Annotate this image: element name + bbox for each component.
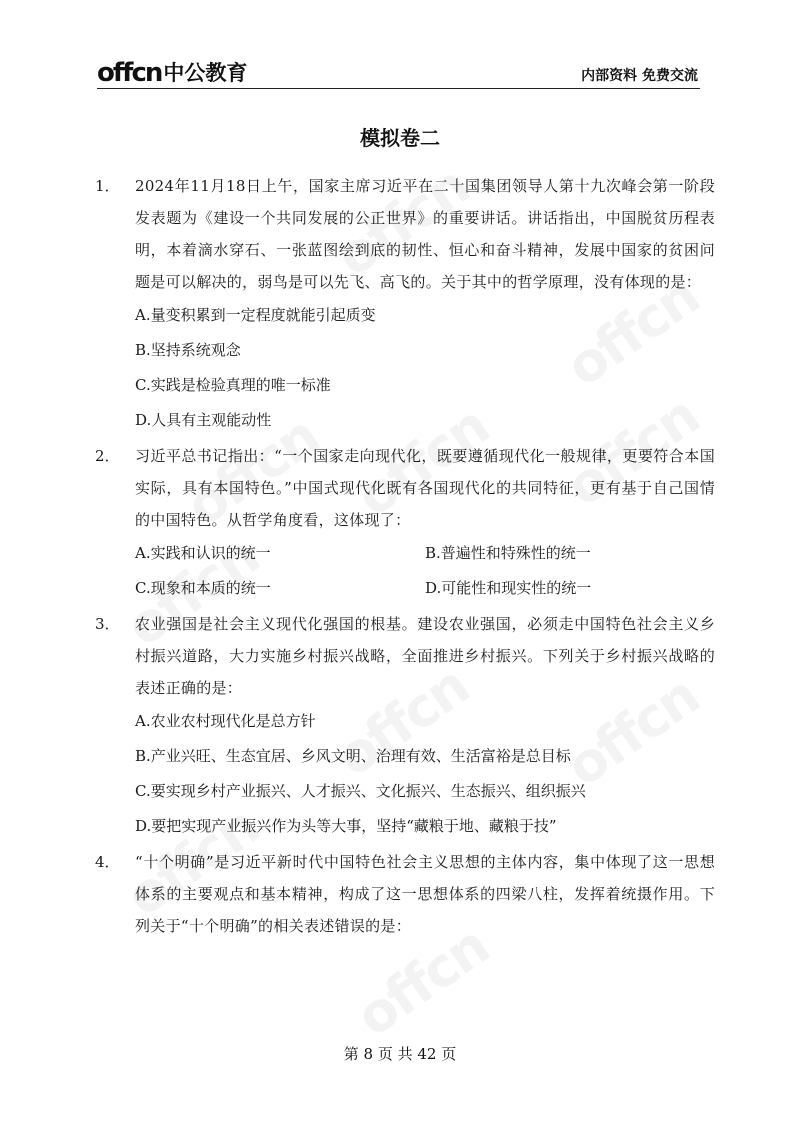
- question-number: 2．: [95, 447, 120, 465]
- page-number: 第 8 页 共 42 页: [343, 1045, 457, 1063]
- question-stem: 农业强国是社会主义现代化强国的根基。建设农业强国，必须走中国特色社会主义乡村振兴道路，大力实施乡村振兴战略，全面推进乡村振兴。下列关于乡村振兴战略的表述正确的是：: [135, 615, 715, 697]
- question-list: [95, 170, 715, 942]
- option-a: A.实践和认识的统一: [135, 544, 271, 562]
- question-number: 4．: [95, 853, 120, 871]
- option-b: B.产业兴旺、生态宜居、乡风文明、治理有效、生活富裕是总目标: [135, 747, 571, 765]
- option-c: C.实践是检验真理的唯一标准: [135, 376, 331, 394]
- option-a: A.量变积累到一定程度就能引起质变: [135, 306, 376, 324]
- question-1: [95, 170, 715, 438]
- logo-text-en: offcn: [97, 58, 162, 88]
- question-stem: 2024年11月18日上午，国家主席习近平在二十国集团领导人第十九次峰会第一阶段发表题为《建设一个共同发展的公正世界》的重要讲话。讲话指出，中国脱贫历程表明，本着滴水穿石、一张蓝图绘到底的韧性、恒心和奋斗精神，发展中国家的贫困问题是可以解决的，弱鸟是可以先飞、高飞的。关于其中的哲学原理，没有体现的是：: [135, 177, 715, 291]
- option-d: D.可能性和现实性的统一: [425, 579, 592, 597]
- option-row: [135, 536, 715, 571]
- option-b: B.坚持系统观念: [135, 341, 241, 359]
- question-3: [95, 608, 715, 844]
- offcn-logo: [97, 60, 247, 86]
- option-c: C.要实现乡村产业振兴、人才振兴、文化振兴、生态振兴、组织振兴: [135, 782, 586, 800]
- option-c: C.现象和本质的统一: [135, 579, 271, 597]
- question-2: [95, 440, 715, 606]
- page-title: 模拟卷二: [360, 126, 440, 150]
- logo-text-zh: 中公教育: [163, 61, 248, 85]
- option-b: B.普遍性和特殊性的统一: [425, 544, 591, 562]
- option-row: [135, 571, 715, 606]
- question-number: 1．: [95, 177, 120, 195]
- option-a: A.农业农村现代化是总方针: [135, 712, 316, 730]
- option-d: D.要把实现产业振兴作为头等大事，坚持“藏粮于地、藏粮于技”: [135, 817, 557, 835]
- question-stem: 习近平总书记指出：“一个国家走向现代化，既要遵循现代化一般规律，更要符合本国实际，具有本国特色。”中国式现代化既有各国现代化的共同特征，更有基于自己国情的中国特色。从哲学角度看，这体现了：: [135, 447, 715, 529]
- question-4: [95, 846, 715, 942]
- option-d: D.人具有主观能动性: [135, 411, 272, 429]
- page-header: [97, 58, 700, 89]
- question-stem: “十个明确”是习近平新时代中国特色社会主义思想的主体内容，集中体现了这一思想体系的主要观点和基本精神，构成了这一思想体系的四梁八柱，发挥着统摄作用。下列关于“十个明确”的相关表述错误的是：: [135, 853, 715, 935]
- question-number: 3．: [95, 615, 120, 633]
- header-note: 内部资料 免费交流: [581, 68, 698, 84]
